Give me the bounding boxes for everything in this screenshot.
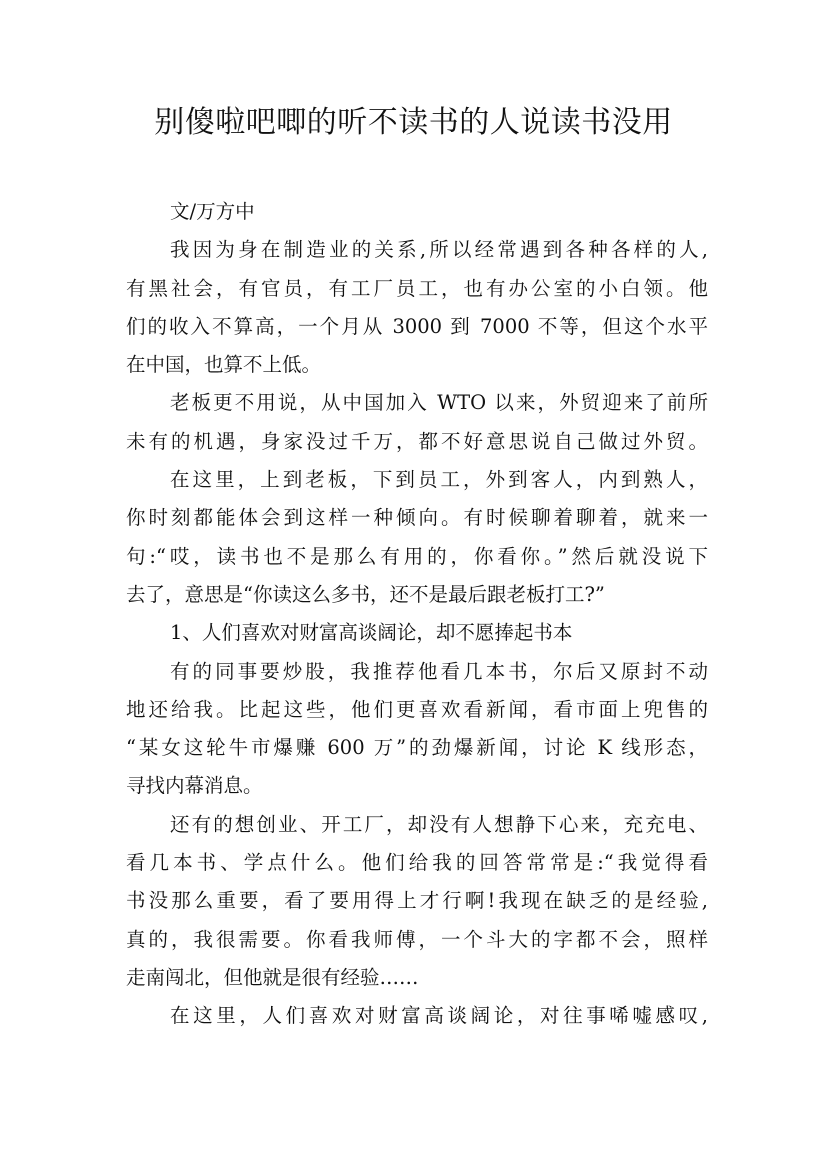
text-line: “某女这轮牛市爆赚 600 万”的劲爆新闻，讨论 K 线形态，	[126, 736, 708, 760]
text-line: 有的同事要炒股，我推荐他看几本书，尔后又原封不动	[170, 659, 708, 683]
text-line: 老板更不用说，从中国加入 WTO 以来，外贸迎来了前所	[170, 391, 708, 415]
text-line: 在这里，人们喜欢对财富高谈阔论，对往事唏嘘感叹,	[170, 1004, 708, 1028]
text-line: 1、人们喜欢对财富高谈阔论，却不愿捧起书本	[170, 621, 573, 645]
text-line: 在中国，也算不上低。	[126, 353, 322, 377]
text-line: 你时刻都能体会到这样一种倾向。有时候聊着聊着，就来一	[126, 506, 708, 530]
text-line: 有黑社会，有官员，有工厂员工，也有办公室的小白领。他	[126, 276, 708, 300]
text-line: 寻找内幕消息。	[126, 774, 263, 798]
text-line: 未有的机遇，身家没过千万，都不好意思说自己做过外贸。	[126, 429, 708, 453]
text-line: 文/万方中	[170, 200, 255, 223]
text-line: 走南闯北，但他就是很有经验……	[126, 965, 419, 989]
text-line: 在这里，上到老板，下到员工，外到客人，内到熟人，	[170, 468, 708, 492]
text-line: 还有的想创业、开工厂，却没有人想静下心来，充充电、	[170, 812, 708, 836]
text-line: 去了，意思是“你读这么多书，还不是最后跟老板打工?”	[126, 582, 605, 606]
text-line: 真的，我很需要。你看我师傅，一个斗大的字都不会，照样	[126, 927, 708, 951]
text-line: 我因为身在制造业的关系,所以经常遇到各种各样的人,	[170, 238, 708, 262]
text-line: 地还给我。比起这些，他们更喜欢看新闻，看市面上兜售的	[126, 697, 708, 721]
text-line: 句:“哎，读书也不是那么有用的，你看你。”然后就没说下	[126, 544, 708, 568]
document-body	[126, 193, 708, 1036]
text-line: 看几本书、学点什么。他们给我的回答常常是:“我觉得看	[126, 851, 708, 875]
text-line: 书没那么重要，看了要用得上才行啊!我现在缺乏的是经验,	[126, 889, 708, 913]
document-title: 别傻啦吧唧的听不读书的人说读书没用	[154, 105, 673, 140]
text-line: 们的收入不算高，一个月从 3000 到 7000 不等，但这个水平	[126, 314, 708, 338]
